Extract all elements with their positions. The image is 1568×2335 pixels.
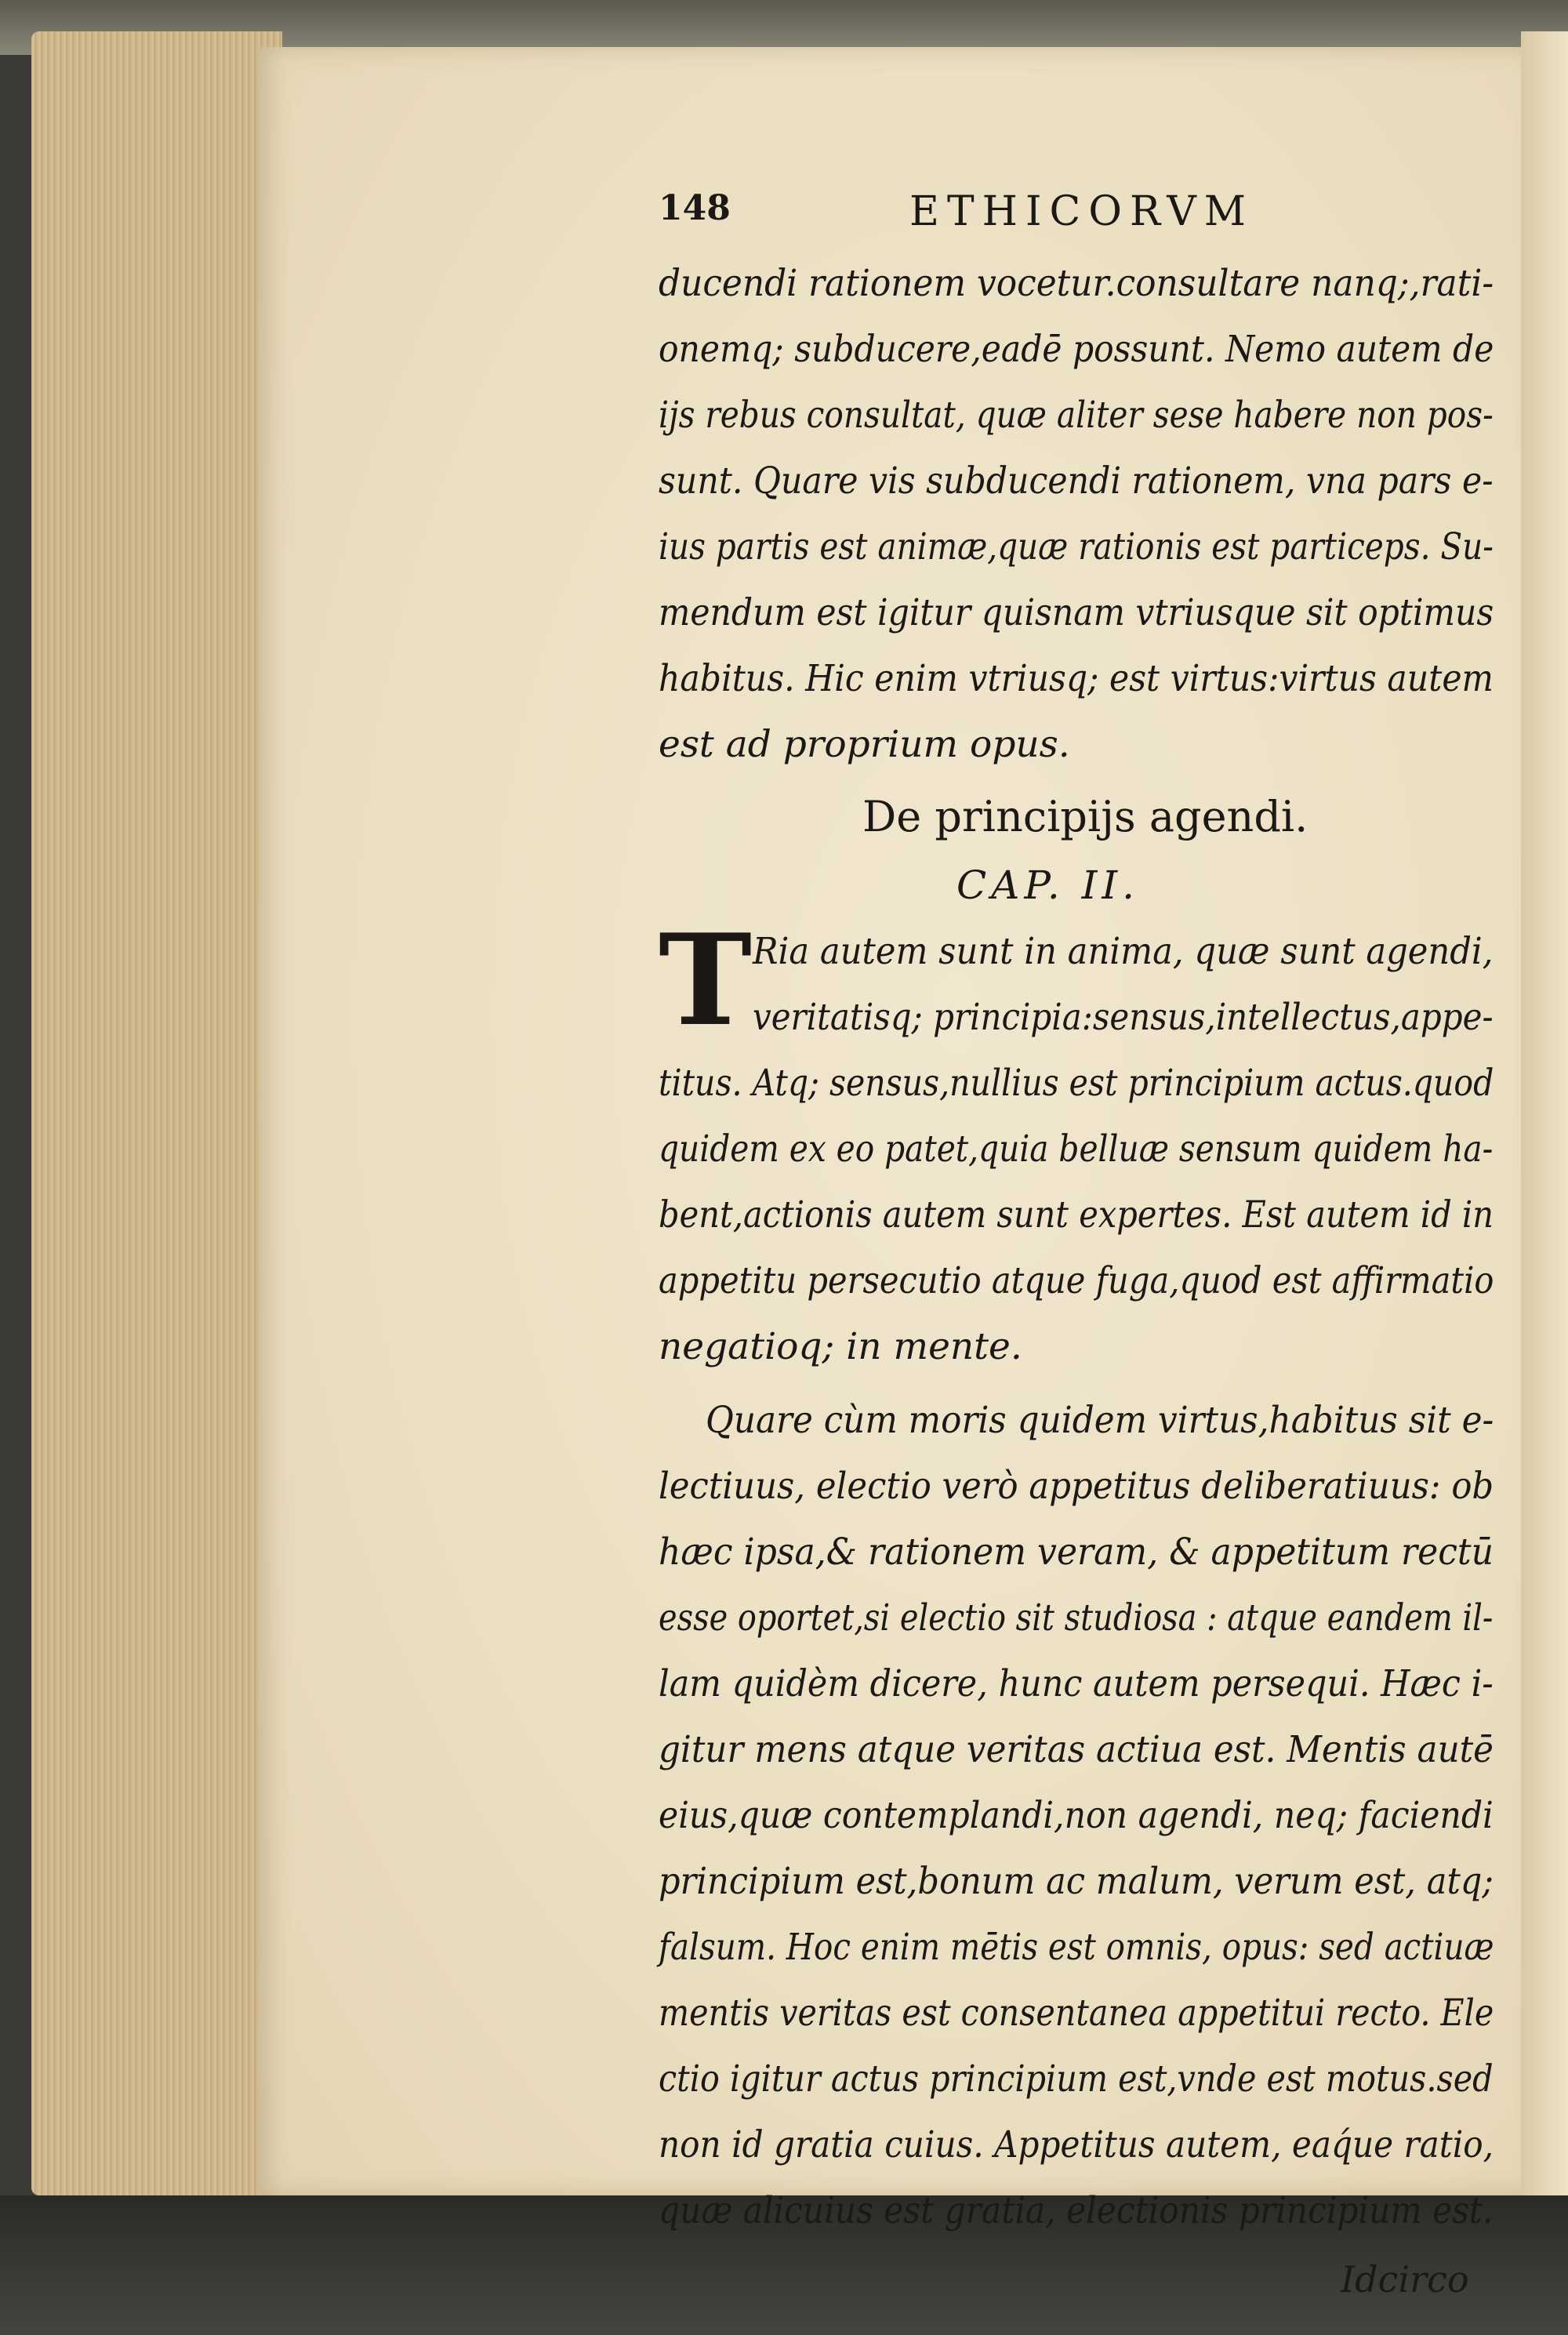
text-line: quæ alicuius est gratia, electionis principium est. <box>659 2189 1494 2232</box>
text-line: quidem ex eo patet,quia belluæ sensum quidem ha- <box>659 1128 1494 1171</box>
text-line: est ad proprium opus. <box>659 723 1070 766</box>
text-line: lectiuus, electio verò appetitus deliberatiuus: ob <box>659 1465 1494 1508</box>
text-line: mentis veritas est consentanea appetitui recto. Ele <box>659 1992 1494 2035</box>
text-line: mendum est igitur quisnam vtriusque sit optimus <box>659 591 1494 634</box>
running-head: ETHICORVM <box>909 188 1254 235</box>
text-line: principium est,bonum ac malum, verum est, atq; <box>659 1860 1494 1903</box>
drop-cap: T <box>659 906 753 1054</box>
text-line: Quare cùm moris quidem virtus,habitus sit e- <box>706 1399 1494 1442</box>
text-line: Ria autem sunt in anima, quæ sunt agendi, <box>753 930 1494 973</box>
text-line: veritatisq; principia:sensus,intellectus,appe- <box>753 996 1494 1039</box>
text-line: non id gratia cuius. Appetitus autem, eaq́ue ratio, <box>659 2123 1494 2166</box>
page-edges <box>31 31 282 2195</box>
page-header <box>659 188 1443 243</box>
text-line: bent,actionis autem sunt expertes. Est autem id in <box>659 1193 1494 1236</box>
text-line: titus. Atq; sensus,nullius est principium actus.quod <box>659 1062 1494 1105</box>
section-title: De principijs agendi. <box>862 792 1308 841</box>
text-line: appetitu persecutio atque fuga,quod est affirmatio <box>659 1259 1494 1302</box>
text-line: sunt. Quare vis subducendi rationem, vna pars e- <box>659 459 1494 503</box>
facing-page-edge <box>1521 31 1568 2195</box>
text-line: esse oportet,si electio sit studiosa : atque eandem il- <box>659 1596 1494 1640</box>
text-line: habitus. Hic enim vtriusq; est virtus:virtus autem <box>659 657 1494 700</box>
text-line: ducendi rationem vocetur.consultare nanq;,rati- <box>659 262 1494 305</box>
text-line: gitur mens atque veritas actiua est. Mentis autē <box>659 1728 1494 1771</box>
text-line: ctio igitur actus principium est,vnde est motus.sed <box>659 2057 1494 2101</box>
text-line: lam quidèm dicere, hunc autem persequi. Hæc i- <box>659 1662 1494 1705</box>
text-line: falsum. Hoc enim mētis est omnis, opus: sed actiuæ <box>659 1926 1494 1969</box>
text-line: ijs rebus consultat, quæ aliter sese habere non pos- <box>659 394 1494 437</box>
text-line: hæc ipsa,& rationem veram, & appetitum rectū <box>659 1531 1494 1574</box>
catchword: Idcirco <box>1341 2258 1469 2301</box>
text-line: negatioq; in mente. <box>659 1325 1022 1368</box>
text-line: eius,quæ contemplandi,non agendi, neq; faciendi <box>659 1794 1494 1837</box>
page-number: 148 <box>659 188 731 228</box>
text-line: onemq; subducere,eadē possunt. Nemo autem de <box>659 328 1494 371</box>
chapter-label: CAP. II. <box>956 862 1140 908</box>
text-line: ius partis est animæ,quæ rationis est particeps. Su- <box>659 525 1494 568</box>
